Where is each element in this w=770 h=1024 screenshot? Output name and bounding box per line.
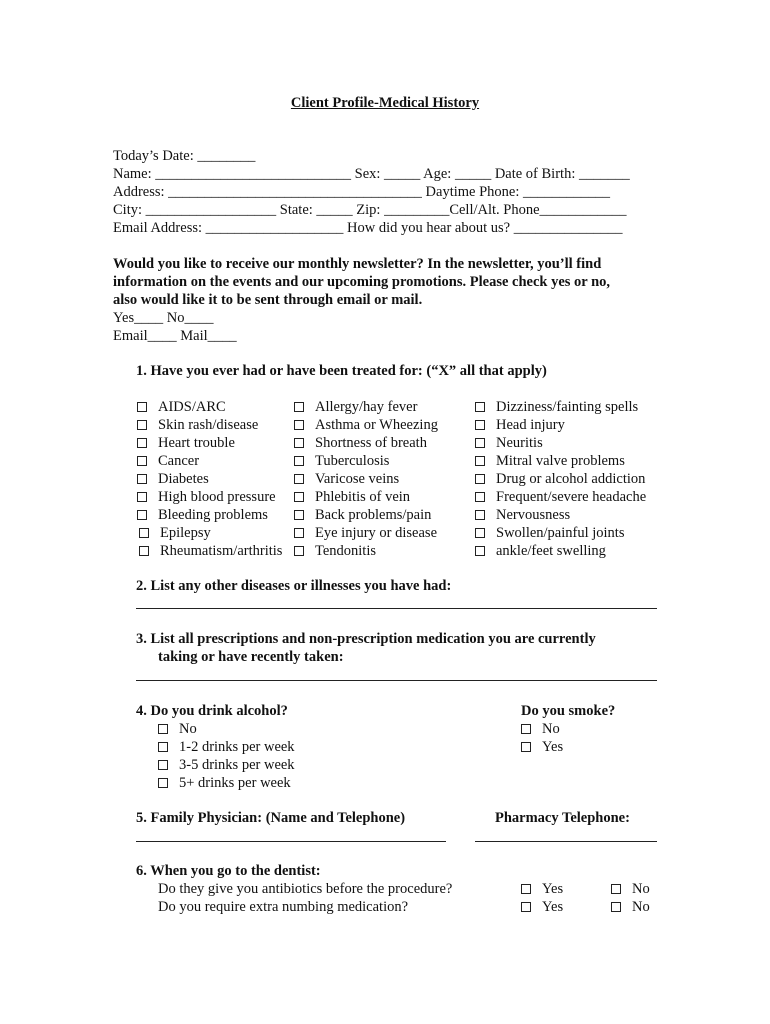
checkbox-icon[interactable]: [137, 402, 147, 412]
checkbox-icon[interactable]: [475, 402, 485, 412]
condition-checkbox[interactable]: AIDS/ARC: [137, 398, 226, 416]
todays-date-field[interactable]: Today’s Date: ________: [113, 148, 256, 164]
checkbox-icon[interactable]: [137, 420, 147, 430]
smoke-option[interactable]: No: [521, 720, 560, 738]
condition-checkbox[interactable]: Head injury: [475, 416, 565, 434]
condition-checkbox[interactable]: Diabetes: [137, 470, 209, 488]
checkbox-icon[interactable]: [475, 438, 485, 448]
checkbox-icon[interactable]: [521, 724, 531, 734]
condition-checkbox[interactable]: Nervousness: [475, 506, 570, 524]
condition-checkbox[interactable]: Rheumatism/arthritis: [139, 542, 282, 560]
checkbox-icon[interactable]: [475, 546, 485, 556]
checkbox-icon[interactable]: [294, 528, 304, 538]
newsletter-email-mail[interactable]: Email____ Mail____: [113, 328, 237, 344]
condition-checkbox[interactable]: Heart trouble: [137, 434, 235, 452]
checkbox-icon[interactable]: [521, 742, 531, 752]
checkbox-icon[interactable]: [475, 528, 485, 538]
checkbox-icon[interactable]: [294, 510, 304, 520]
condition-checkbox[interactable]: Frequent/severe headache: [475, 488, 646, 506]
condition-checkbox[interactable]: Phlebitis of vein: [294, 488, 410, 506]
checkbox-icon[interactable]: [137, 456, 147, 466]
checkbox-icon[interactable]: [611, 884, 621, 894]
checkbox-icon[interactable]: [294, 474, 304, 484]
checkbox-icon[interactable]: [294, 402, 304, 412]
checkbox-icon[interactable]: [521, 884, 531, 894]
checkbox-icon[interactable]: [475, 474, 485, 484]
checkbox-icon[interactable]: [294, 546, 304, 556]
checkbox-icon[interactable]: [158, 760, 168, 770]
condition-checkbox[interactable]: Swollen/painful joints: [475, 524, 624, 542]
condition-checkbox[interactable]: High blood pressure: [137, 488, 276, 506]
alcohol-option[interactable]: 5+ drinks per week: [158, 774, 291, 792]
physician-answer-line[interactable]: [136, 841, 446, 842]
checkbox-icon[interactable]: [611, 902, 621, 912]
address-phone-field[interactable]: Address: ___________________________________ Daytime Phone: ____________: [113, 184, 611, 200]
dentist-yes-option[interactable]: Yes: [521, 880, 563, 898]
page-title: Client Profile-Medical History: [290, 95, 480, 111]
checkbox-icon[interactable]: [475, 420, 485, 430]
checkbox-icon[interactable]: [137, 510, 147, 520]
checkbox-icon[interactable]: [475, 510, 485, 520]
question-1-label: 1. Have you ever had or have been treated for: (“X” all that apply): [136, 363, 547, 379]
condition-checkbox[interactable]: Skin rash/disease: [137, 416, 258, 434]
pharmacy-label: Pharmacy Telephone:: [495, 810, 630, 826]
condition-checkbox[interactable]: Cancer: [137, 452, 199, 470]
condition-checkbox[interactable]: Dizziness/fainting spells: [475, 398, 638, 416]
dentist-no-option[interactable]: No: [611, 898, 650, 916]
condition-checkbox[interactable]: Tendonitis: [294, 542, 376, 560]
condition-checkbox[interactable]: Varicose veins: [294, 470, 399, 488]
alcohol-option[interactable]: 1-2 drinks per week: [158, 738, 295, 756]
pharmacy-answer-line[interactable]: [475, 841, 657, 842]
condition-checkbox[interactable]: Neuritis: [475, 434, 543, 452]
alcohol-option[interactable]: No: [158, 720, 197, 738]
question-3-label: 3. List all prescriptions and non-prescription medication you are currently: [136, 631, 596, 647]
question-6-label: 6. When you go to the dentist:: [136, 863, 321, 879]
alcohol-option[interactable]: 3-5 drinks per week: [158, 756, 295, 774]
condition-checkbox[interactable]: ankle/feet swelling: [475, 542, 606, 560]
condition-checkbox[interactable]: Drug or alcohol addiction: [475, 470, 645, 488]
answer-line[interactable]: [136, 608, 657, 609]
question-3-label-continued: taking or have recently taken:: [158, 649, 344, 665]
answer-line[interactable]: [136, 680, 657, 681]
newsletter-yes-no[interactable]: Yes____ No____: [113, 310, 214, 326]
smoke-option[interactable]: Yes: [521, 738, 563, 756]
checkbox-icon[interactable]: [294, 456, 304, 466]
checkbox-icon[interactable]: [137, 492, 147, 502]
condition-checkbox[interactable]: Tuberculosis: [294, 452, 389, 470]
checkbox-icon[interactable]: [294, 492, 304, 502]
checkbox-icon[interactable]: [137, 438, 147, 448]
newsletter-question-line: information on the events and our upcoming promotions. Please check yes or no,: [113, 274, 611, 290]
checkbox-icon[interactable]: [139, 528, 149, 538]
condition-checkbox[interactable]: Mitral valve problems: [475, 452, 625, 470]
condition-checkbox[interactable]: Eye injury or disease: [294, 524, 437, 542]
condition-checkbox[interactable]: Bleeding problems: [137, 506, 268, 524]
checkbox-icon[interactable]: [158, 742, 168, 752]
checkbox-icon[interactable]: [139, 546, 149, 556]
checkbox-icon[interactable]: [475, 456, 485, 466]
condition-checkbox[interactable]: Asthma or Wheezing: [294, 416, 438, 434]
condition-checkbox[interactable]: Back problems/pain: [294, 506, 431, 524]
city-state-zip-field[interactable]: City: __________________ State: _____ Zip: _________Cell/Alt. Phone____________: [113, 202, 627, 218]
condition-checkbox[interactable]: Allergy/hay fever: [294, 398, 417, 416]
checkbox-icon[interactable]: [294, 438, 304, 448]
condition-checkbox[interactable]: Shortness of breath: [294, 434, 427, 452]
dentist-no-option[interactable]: No: [611, 880, 650, 898]
question-5-label: 5. Family Physician: (Name and Telephone): [136, 810, 406, 826]
checkbox-icon[interactable]: [521, 902, 531, 912]
question-4-label: 4. Do you drink alcohol?: [136, 703, 288, 719]
checkbox-icon[interactable]: [158, 778, 168, 788]
checkbox-icon[interactable]: [158, 724, 168, 734]
dentist-yes-option[interactable]: Yes: [521, 898, 563, 916]
checkbox-icon[interactable]: [475, 492, 485, 502]
condition-checkbox[interactable]: Epilepsy: [139, 524, 211, 542]
email-referral-field[interactable]: Email Address: ___________________ How did you hear about us? _______________: [113, 220, 623, 236]
newsletter-question-line: also would like it to be sent through email or mail.: [113, 292, 423, 308]
dentist-question: Do they give you antibiotics before the procedure?: [158, 881, 453, 897]
name-sex-age-dob-field[interactable]: Name: ___________________________ Sex: _____ Age: _____ Date of Birth: _______: [113, 166, 630, 182]
newsletter-question-line: Would you like to receive our monthly newsletter? In the newsletter, you’ll find: [113, 256, 602, 272]
checkbox-icon[interactable]: [294, 420, 304, 430]
smoke-question-label: Do you smoke?: [521, 703, 616, 719]
dentist-question: Do you require extra numbing medication?: [158, 899, 409, 915]
question-2-label: 2. List any other diseases or illnesses you have had:: [136, 578, 452, 594]
checkbox-icon[interactable]: [137, 474, 147, 484]
